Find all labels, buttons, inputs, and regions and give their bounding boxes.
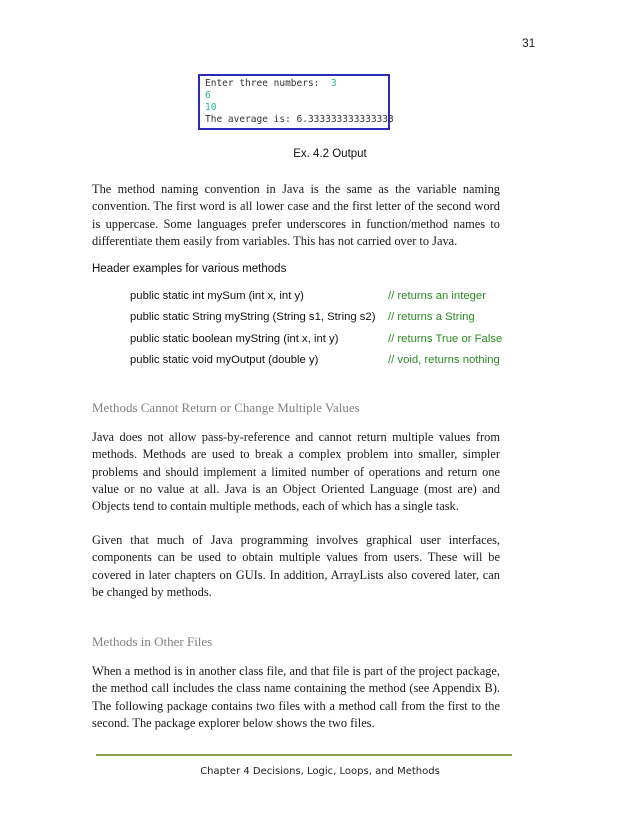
console-line <box>205 114 394 126</box>
paragraph-gui: Given that much of Java programming involves graphical user interfaces, components can be used to obtain multiple values from users. These will be covered in later chapters on GUIs. In addition, ArrayLists also covered later, can be changed by methods. <box>92 533 500 599</box>
method-signature: public static void myOutput (double y) <box>130 353 319 366</box>
console-input: 10 <box>205 102 217 113</box>
method-header-list <box>130 290 530 375</box>
paragraph-cannot-return: Java does not allow pass-by-reference and cannot return multiple values from methods. Methods are used to break a complex problem into smaller, simpler problems and should implement a limited number of operations and return one value or no value at all. Java is an Object Oriented Language (most are) and Objects tend to contain multiple methods, each of which has a single task. <box>92 430 500 514</box>
section-heading-cannot-return: Methods Cannot Return or Change Multiple Values <box>92 400 360 415</box>
method-signature: public static int mySum (int x, int y) <box>130 290 304 302</box>
footer-divider <box>96 754 512 756</box>
method-signature: public static String myString (String s1, String s2) <box>130 311 376 324</box>
header-examples-title: Header examples for various methods <box>92 263 287 275</box>
method-comment: // returns an integer <box>388 290 486 302</box>
console-prompt: The average is: 6.333333333333333 <box>205 114 394 125</box>
method-comment: // returns True or False <box>388 332 503 345</box>
console-line <box>205 102 383 114</box>
section-heading-other-files: Methods in Other Files <box>92 634 213 649</box>
method-comment: // void, returns nothing <box>388 353 500 366</box>
figure-caption: Ex. 4.2 Output <box>293 148 367 160</box>
paragraph-other-files: When a method is in another class file, and that file is part of the project package, the method call includes the class name containing the method (see Appendix B). The following package contains two files with a method call from the first to the second. The package explorer below shows the two files. <box>92 664 500 730</box>
method-header-row <box>130 311 530 332</box>
page-number: 31 <box>522 36 536 50</box>
footer-chapter-title: Chapter 4 Decisions, Logic, Loops, and Methods <box>200 766 440 777</box>
console-line <box>205 90 383 102</box>
console-input: 6 <box>205 90 211 101</box>
console-line <box>205 78 383 90</box>
method-header-row <box>130 333 530 354</box>
console-input: 3 <box>330 78 337 89</box>
paragraph-naming-convention: The method naming convention in Java is the same as the variable naming convention. The first word is all lower case and the first letter of the second word is uppercase. Some languages prefer underscores in function/method names to differentiate them easily from variables. This has not carried over to Java. <box>92 182 500 248</box>
method-header-row <box>130 290 530 311</box>
method-header-row <box>130 354 530 375</box>
console-output-box <box>198 74 394 130</box>
console-prompt: Enter three numbers: <box>205 78 331 89</box>
method-comment: // returns a String <box>388 311 475 324</box>
method-signature: public static boolean myString (int x, int y) <box>130 332 339 345</box>
